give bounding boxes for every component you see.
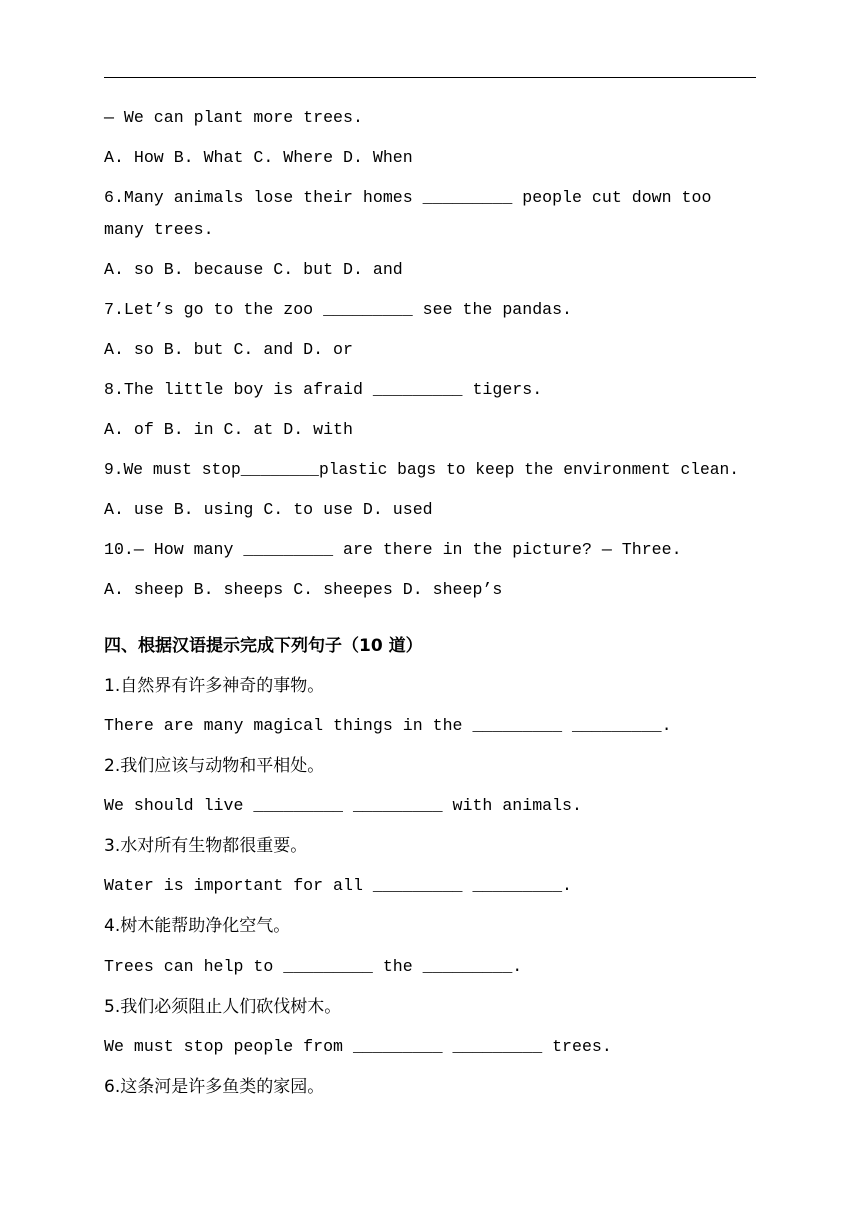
- prompt-1-english: There are many magical things in the _________ _________.: [104, 716, 672, 735]
- prompt-2-english: We should live _________ _________ with animals.: [104, 796, 582, 815]
- question-9: 9.We must stop________plastic bags to keep the environment clean.: [104, 460, 740, 479]
- prompt-2-chinese: 2.我们应该与动物和平相处。: [104, 756, 325, 776]
- options-q7: A. so B. but C. and D. or: [104, 340, 353, 359]
- question-6-continued: many trees.: [104, 220, 214, 239]
- options-q6: A. so B. because C. but D. and: [104, 260, 403, 279]
- header-rule: [104, 77, 756, 78]
- prompt-5-english: We must stop people from _________ _________ trees.: [104, 1037, 612, 1056]
- question-7: 7.Let’s go to the zoo _________ see the pandas.: [104, 300, 573, 319]
- question-8: 8.The little boy is afraid _________ tigers.: [104, 380, 543, 399]
- answer-line: — We can plant more trees.: [104, 108, 363, 127]
- section-4-heading: 四、根据汉语提示完成下列句子（10 道）: [104, 636, 423, 656]
- options-q5: A. How B. What C. Where D. When: [104, 148, 413, 167]
- prompt-3-chinese: 3.水对所有生物都很重要。: [104, 836, 308, 856]
- question-6: 6.Many animals lose their homes _________ people cut down too: [104, 188, 712, 207]
- prompt-5-chinese: 5.我们必须阻止人们砍伐树木。: [104, 997, 342, 1017]
- options-q8: A. of B. in C. at D. with: [104, 420, 353, 439]
- prompt-3-english: Water is important for all _________ _________.: [104, 876, 573, 895]
- prompt-4-chinese: 4.树木能帮助净化空气。: [104, 916, 291, 936]
- prompt-1-chinese: 1.自然界有许多神奇的事物。: [104, 676, 325, 696]
- options-q10: A. sheep B. sheeps C. sheepes D. sheep’s: [104, 580, 503, 599]
- options-q9: A. use B. using C. to use D. used: [104, 500, 433, 519]
- question-10: 10.— How many _________ are there in the picture? — Three.: [104, 540, 682, 559]
- prompt-4-english: Trees can help to _________ the _________.: [104, 957, 523, 976]
- prompt-6-chinese: 6.这条河是许多鱼类的家园。: [104, 1077, 325, 1097]
